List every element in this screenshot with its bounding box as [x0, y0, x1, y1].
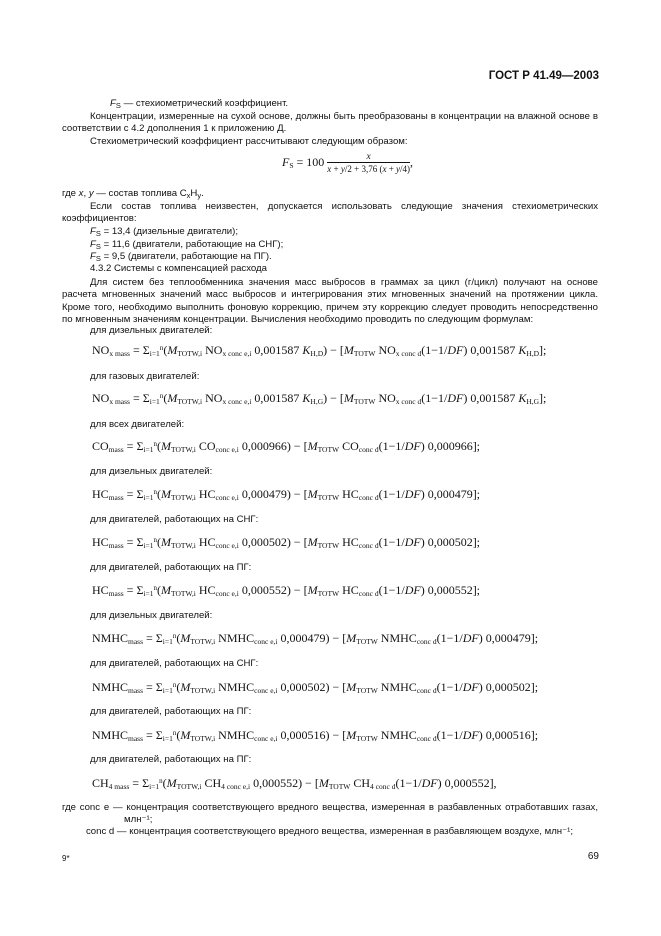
label-ng-3: для двигателей, работающих на ПГ: — [90, 754, 252, 765]
label-diesel-2: для дизельных двигателей: — [90, 466, 213, 477]
formula-nox-diesel: $NO_{x mass} = \Sigma_{i=1}^n(M_{TOTW,i}$ $NO_{x conc e,i}$ 0,001587 $K_{H,D}) - [M_{TOTW}$ $NO_{x conc d}(1-1/DF)$ 0,001587 $K_{H,D}$]; — [92, 343, 547, 358]
definition-conc-e: где conc e — концентрация соответствующего вредного вещества, измеренная в разбавленных отработавших газах, млн⁻¹; — [62, 802, 598, 826]
formula-hc-ng: $HC_{mass} = \Sigma_{i=1}^n(M_{TOTW,i}$ $HC_{conc e,i}$ $0,000552) - [M_{TOTW}$ $HC_{conc d}(1-1/DF)$ 0,000552]; — [92, 583, 481, 598]
fs-value-diesel: $F_S = 13,4$ (дизельные двигатели); — [90, 226, 239, 238]
formula-nmhc-diesel: $NMHC_{mass} = \Sigma_{i=1}^n(M_{TOTW,i}$ $NMHC_{conc e,i}$ $0,000479) - [M_{TOTW}$ $NMHC_{conc d}(1-1/DF)$ 0,000479]; — [92, 631, 539, 646]
label-ng-1: для двигателей, работающих на ПГ: — [90, 562, 252, 573]
label-lpg-1: для двигателей, работающих на СНГ: — [90, 514, 259, 525]
paragraph-unknown-fuel: Если состав топлива неизвестен, допускается использовать следующие значения стехиометрических коэффициентов: — [62, 201, 598, 225]
label-diesel-1: для дизельных двигателей: — [90, 325, 213, 336]
fs-definition: $F_S$ — стехиометрический коэффициент. — [110, 98, 289, 110]
formula-nmhc-lpg: $NMHC_{mass} = \Sigma_{i=1}^n(M_{TOTW,i}$ $NMHC_{conc e,i}$ $0,000502) - [M_{TOTW}$ $NMHC_{conc d}(1-1/DF)$ 0,000502]; — [92, 680, 539, 695]
label-diesel-3: для дизельных двигателей: — [90, 610, 213, 621]
formula-nox-gas: $NO_{x mass} = \Sigma_{i=1}^n(M_{TOTW,i}$ $NO_{x conc e,i}$ 0,001587 $K_{H,G}) - [M_{TOTW}$ $NO_{x conc d}(1-1/DF)$ 0,001587 $K_{H,G}$]; — [92, 391, 547, 406]
page-number: 69 — [587, 851, 599, 862]
formula-nmhc-ng: $NMHC_{mass} = \Sigma_{i=1}^n(M_{TOTW,i}$ $NMHC_{conc e,i}$ $0,000516) - [M_{TOTW}$ $NMHC_{conc d}(1-1/DF)$ 0,000516]; — [92, 728, 539, 743]
label-gas: для газовых двигателей: — [90, 371, 200, 382]
label-lpg-2: для двигателей, работающих на СНГ: — [90, 658, 259, 669]
fs-value-lpg: $F_S = 11,6$ (двигатели, работающие на СНГ); — [90, 239, 284, 251]
stoich-formula: $F_S = 100$ $\frac{x}{x + y/2 + 3,76 (x + y/4)}$ , — [282, 152, 414, 174]
fs-value-ng: $F_S = 9,5$ (двигатели, работающие на ПГ). — [90, 251, 272, 263]
formula-co: $CO_{mass} = \Sigma_{i=1}^n(M_{TOTW,i}$ $CO_{conc e,i}$ $0,000966) - [M_{TOTW}$ $CO_{conc d}(1-1/DF)$ 0,000966]; — [92, 439, 481, 454]
definition-conc-d: conc d — концентрация соответствующего вредного вещества, измеренная в разбавляющем воздухе, млн⁻¹; — [86, 826, 574, 837]
formula-hc-diesel: $HC_{mass} = \Sigma_{i=1}^n(M_{TOTW,i}$ $HC_{conc e,i}$ $0,000479) - [M_{TOTW}$ $HC_{conc d}(1-1/DF)$ 0,000479]; — [92, 487, 481, 502]
paragraph-wet-basis: Концентрации, измеренные на сухой основе, должны быть преобразованы в концентрации на влажной основе в соответствии с 4.2 дополнения 1 к приложению Д. — [62, 111, 598, 135]
paragraph-flow-compensation: Для систем без теплообменника значения масс выбросов в граммах за цикл (г/цикл) получают на основе расчета мгновенных значений масс выбросов и интегрирования этих мгновенных значений на протяжении цикла. Кроме того, необходимо выполнить фоновую коррекцию, причем эту коррекцию следует проводить непосредственно по мгновенным значениям концентрации. Вычисления необходимо проводить по следующим формулам: — [62, 277, 598, 326]
standard-header: ГОСТ Р 41.49—2003 — [488, 70, 599, 82]
paragraph-stoich-intro: Стехиометрический коэффициент рассчитывают следующим образом: — [90, 136, 408, 147]
signature-mark: 9* — [62, 854, 70, 863]
fuel-composition-def: где x, y — состав топлива $C_xH_y$. — [62, 188, 204, 200]
section-heading: 4.3.2 Системы с компенсацией расхода — [90, 263, 267, 274]
formula-ch4: $CH_{4 mass} = \Sigma_{i=1}^n(M_{TOTW,i}$ $CH_{4 conc e,i}$ $0,000552) - [M_{TOTW}$ $CH_{4 conc d}(1-1/DF)$ 0,000552], — [92, 776, 497, 791]
label-all: для всех двигателей: — [90, 419, 185, 430]
label-ng-2: для двигателей, работающих на ПГ: — [90, 706, 252, 717]
formula-hc-lpg: $HC_{mass} = \Sigma_{i=1}^n(M_{TOTW,i}$ $HC_{conc e,i}$ $0,000502) - [M_{TOTW}$ $HC_{conc d}(1-1/DF)$ 0,000502]; — [92, 535, 481, 550]
